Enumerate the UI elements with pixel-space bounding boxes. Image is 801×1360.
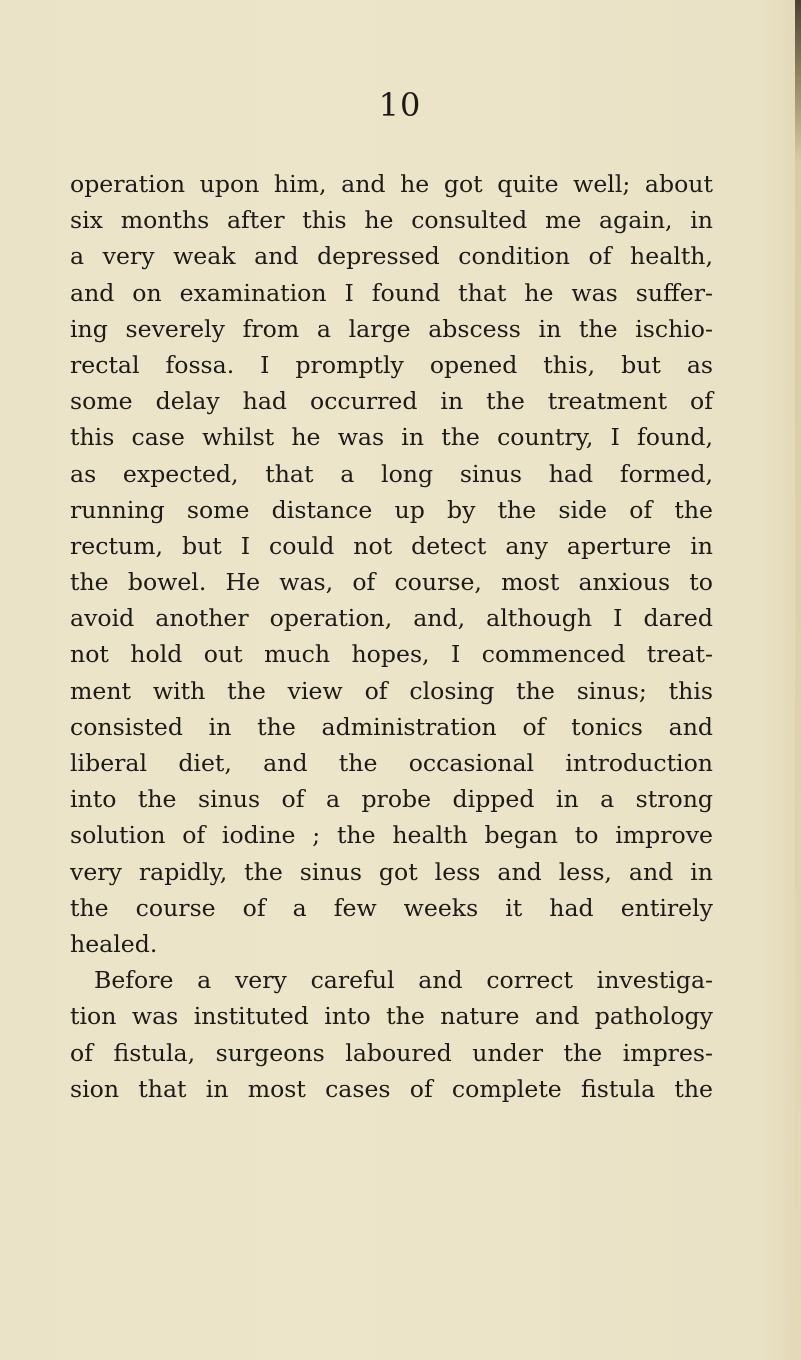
text-line: and on examination I found that he was suffer- [70,278,713,307]
page-number: 10 [378,86,422,124]
text-line: as expected, that a long sinus had formed, [70,459,713,488]
text-line: into the sinus of a probe dipped in a strong [70,785,713,814]
text-line: tion was instituted into the nature and pathology [70,1002,713,1031]
text-line: sion that in most cases of complete fistula the [70,1074,713,1103]
text-line: consisted in the administration of tonics and [70,712,713,741]
text-line: ing severely from a large abscess in the ischio- [70,314,713,343]
text-line: some delay had occurred in the treatment of [70,387,713,416]
text-line: not hold out much hopes, I commenced treat- [70,640,713,669]
body-text [70,166,713,1107]
page-edge [795,0,801,1360]
text-line: the course of a few weeks it had entirely [70,893,713,922]
text-line: avoid another operation, and, although I dared [70,604,713,633]
text-line: healed. [70,929,158,958]
text-line: rectal fossa. I promptly opened this, but as [70,350,713,379]
text-line: a very weak and depressed condition of health, [70,242,713,271]
paragraph-first-line: Before a very careful and correct investiga- [94,966,713,995]
text-line: the bowel. He was, of course, most anxious to [70,568,713,597]
text-line: operation upon him, and he got quite well; about [70,170,713,198]
text-line: rectum, but I could not detect any aperture in [70,531,713,560]
text-line: solution of iodine ; the health began to improve [70,821,713,850]
text-line: of fistula, surgeons laboured under the impres- [70,1038,713,1067]
text-line: running some distance up by the side of the [70,495,713,524]
text-line: liberal diet, and the occasional introduction [70,749,713,777]
text-line: ment with the view of closing the sinus; this [70,676,713,705]
text-line: very rapidly, the sinus got less and less, and in [70,857,713,886]
text-line: six months after this he consulted me again, in [70,206,713,235]
text-line: this case whilst he was in the country, I found, [70,423,713,452]
